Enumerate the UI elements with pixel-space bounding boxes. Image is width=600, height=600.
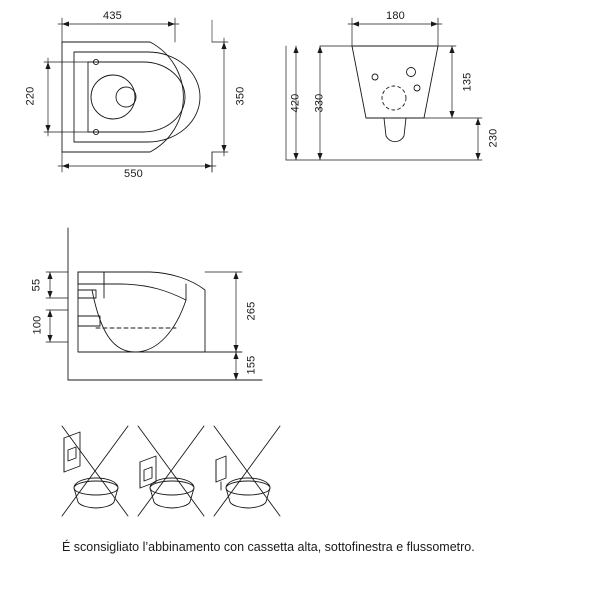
dim-top-depth-220: 220	[24, 86, 37, 106]
dim-front-width-180: 180	[386, 10, 405, 22]
dim-top-depth-350: 350	[234, 86, 247, 106]
front-view-geometry	[352, 46, 438, 142]
front-view-dimensions	[286, 18, 482, 160]
dim-top-width-435: 435	[103, 10, 122, 22]
dim-front-height-135: 135	[461, 72, 474, 92]
dim-front-height-420: 420	[289, 93, 302, 113]
prohibited-under-window-cistern	[138, 426, 204, 516]
dim-front-height-330: 330	[313, 93, 326, 113]
dim-front-height-230: 230	[487, 128, 500, 148]
prohibited-high-cistern	[62, 426, 128, 516]
plan-view-geometry	[62, 42, 200, 152]
prohibited-flush-valve	[214, 426, 280, 516]
dim-side-155: 155	[245, 355, 258, 375]
dim-top-width-550: 550	[124, 168, 143, 180]
dim-side-55: 55	[30, 278, 43, 292]
side-view-geometry	[68, 228, 262, 380]
side-view-dimensions	[46, 272, 242, 380]
warning-caption: É sconsigliato l’abbinamento con cassetta alta, sottofinestra e flussometro.	[62, 540, 475, 554]
prohibited-installations	[62, 426, 280, 516]
dim-side-265: 265	[245, 301, 258, 321]
dim-side-100: 100	[31, 315, 44, 335]
